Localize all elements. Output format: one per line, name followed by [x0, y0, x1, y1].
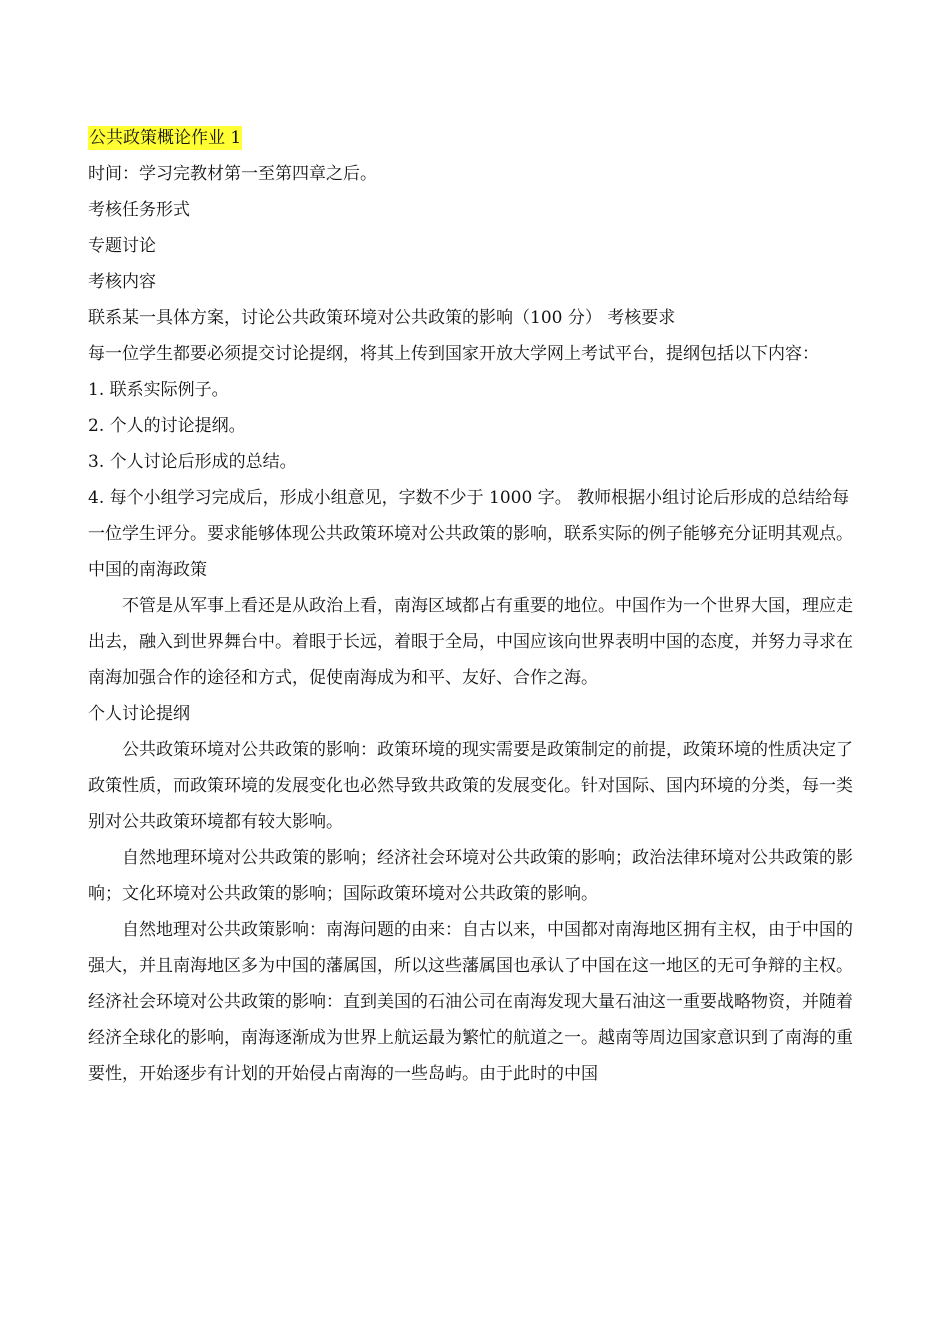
requirement-item-4: 4. 每个小组学习完成后，形成小组意见，字数不少于 1000 字。 教师根据小组讨论后形成的总结给每一位学生评分。要求能够体现公共政策环境对公共政策的影响，联系实际的例子能够充分证明其观点。: [88, 488, 853, 544]
requirement-item-1: 1. 联系实际例子。: [88, 380, 229, 400]
task-form-value: 专题讨论: [88, 236, 156, 256]
title-line: [88, 120, 864, 156]
paragraph-env-impact: 公共政策环境对公共政策的影响：政策环境的现实需要是政策制定的前提，政策环境的性质决定了政策性质，而政策环境的发展变化也必然导致共政策的发展变化。针对国际、国内环境的分类，每一类别对公共政策环境都有较大影响。: [88, 740, 853, 832]
paragraph-geography: 自然地理对公共政策影响：南海问题的由来：自古以来，中国都对南海地区拥有主权，由于中国的强大，并且南海地区多为中国的藩属国，所以这些藩属国也承认了中国在这一地区的无可争辩的主权。: [88, 920, 853, 976]
document-title: 公共政策概论作业 1: [89, 128, 242, 148]
content-heading: 考核内容: [88, 272, 156, 292]
task-form-heading: 考核任务形式: [88, 200, 190, 220]
time-line: 时间：学习完教材第一至第四章之后。: [88, 164, 377, 184]
requirements-text: 每一位学生都要必须提交讨论提纲，将其上传到国家开放大学网上考试平台，提纲包括以下内容：: [88, 344, 819, 364]
paragraph-categories: 自然地理环境对公共政策的影响；经济社会环境对公共政策的影响；政治法律环境对公共政策的影响；文化环境对公共政策的影响；国际政策环境对公共政策的影响。: [88, 848, 853, 904]
paragraph-south-sea: 不管是从军事上看还是从政治上看，南海区域都占有重要的地位。中国作为一个世界大国，理应走出去，融入到世界舞台中。着眼于长远，着眼于全局，中国应该向世界表明中国的态度，并努力寻求在南海加强合作的途径和方式，促使南海成为和平、友好、合作之海。: [88, 596, 853, 688]
paragraph-economy: 经济社会环境对公共政策的影响：直到美国的石油公司在南海发现大量石油这一重要战略物资，并随着经济全球化的影响，南海逐渐成为世界上航运最为繁忙的航道之一。越南等周边国家意识到了南海的重要性，开始逐步有计划的开始侵占南海的一些岛屿。由于此时的中国: [88, 992, 853, 1084]
section-heading-south-sea: 中国的南海政策: [88, 560, 207, 580]
document-page: [88, 120, 864, 1092]
requirement-item-2: 2. 个人的讨论提纲。: [88, 416, 246, 436]
content-value: 联系某一具体方案，讨论公共政策环境对公共政策的影响（100 分） 考核要求: [88, 308, 676, 328]
section-heading-outline: 个人讨论提纲: [88, 704, 190, 724]
requirement-item-3: 3. 个人讨论后形成的总结。: [88, 452, 297, 472]
